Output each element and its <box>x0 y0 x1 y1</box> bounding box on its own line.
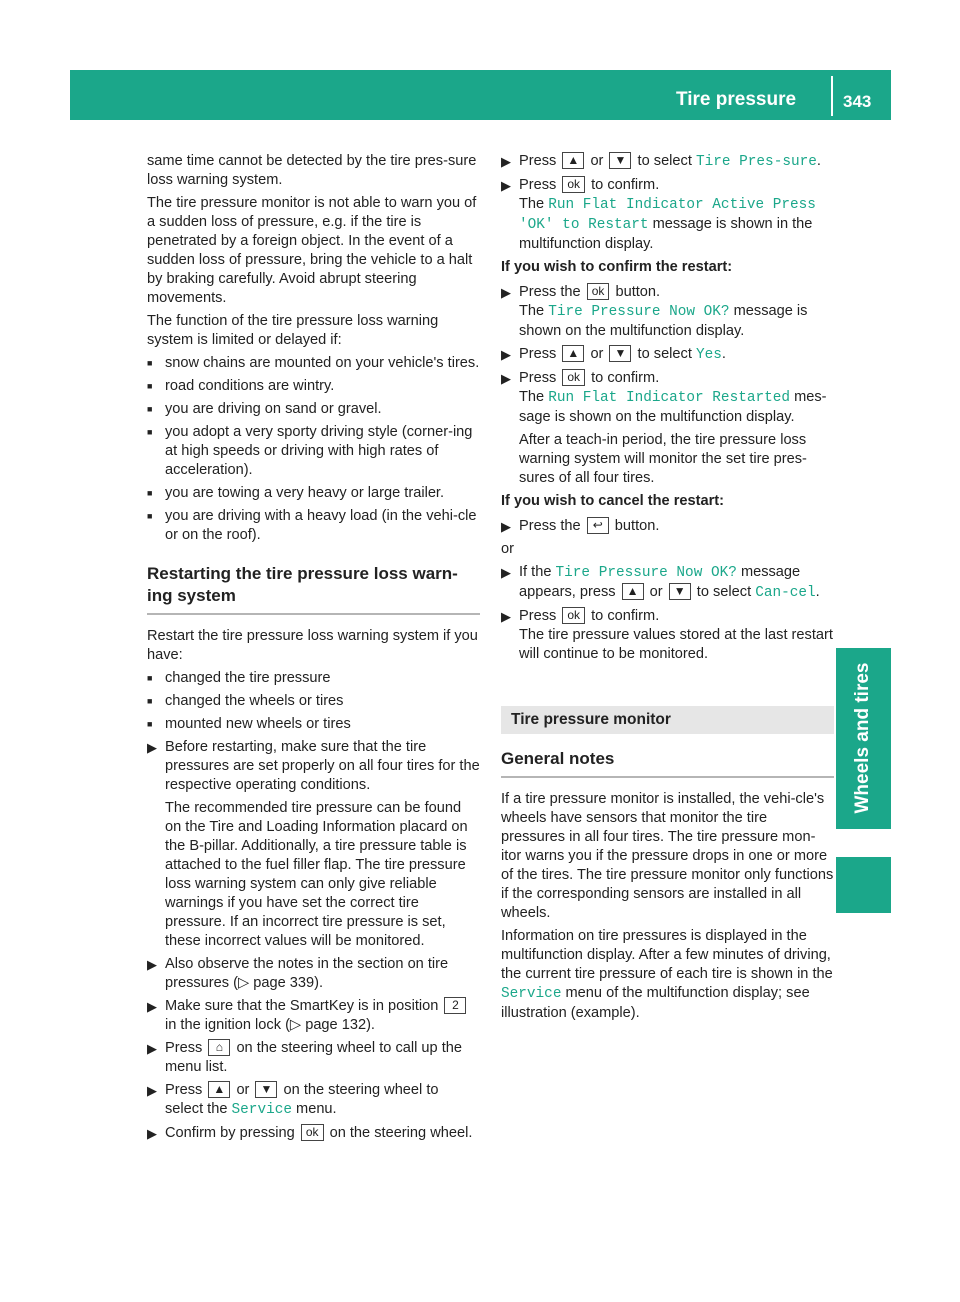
down-key-icon: ▼ <box>669 583 691 600</box>
step: ▶ Before restarting, make sure that the tire pressures are set properly on all four tires for the respective operating conditions. The recommended tire pressure can be found on the Tire and Loading Information placard on the B-pillar. Additionally, a tire pressure table is attached to the fuel filler flap. The tire pressure loss warning system can only give reliable warnings if you have set the correct tire pressure. If an incorrect tire pressure is set, these incorrect values will be monitored. <box>147 739 480 949</box>
step-arrow-icon: ▶ <box>501 178 511 193</box>
paragraph: The function of the tire pressure loss warning system is limited or delayed if: <box>147 313 439 348</box>
step-arrow-icon: ▶ <box>501 154 511 169</box>
list-item: ■ mounted new wheels or tires <box>147 716 351 732</box>
ok-key-icon: ok <box>562 607 585 624</box>
list-item: ■ changed the tire pressure <box>147 670 331 686</box>
menu-name: Yes <box>695 347 722 363</box>
step-arrow-icon: ▶ <box>147 1126 157 1141</box>
bullet-icon: ■ <box>147 511 153 521</box>
step-arrow-icon: ▶ <box>501 347 511 362</box>
bullet-icon: ■ <box>147 358 153 368</box>
subheading: If you wish to confirm the restart: <box>501 259 733 275</box>
step-arrow-icon: ▶ <box>501 519 511 534</box>
bullet-icon: ■ <box>147 404 153 414</box>
section-heading: Restarting the tire pressure loss warn-ing system <box>147 564 458 605</box>
page-title: Tire pressure <box>676 89 797 110</box>
step-arrow-icon: ▶ <box>147 740 157 755</box>
step: ▶ Press ok to confirm. The Run Flat Indicator Active Press 'OK' to Restart message is shown in the multifunction display. <box>501 177 816 252</box>
back-key-icon: ↩ <box>587 517 609 534</box>
step: ▶ Press ▲ or ▼ on the steering wheel to select the Service menu. <box>147 1082 439 1118</box>
step-arrow-icon: ▶ <box>501 285 511 300</box>
section-heading: General notes <box>501 749 615 768</box>
list-item: ■ changed the wheels or tires <box>147 693 344 709</box>
section-rule <box>501 776 834 778</box>
display-message: Tire Pressure Now OK? <box>555 565 737 581</box>
ok-key-icon: ok <box>562 369 585 386</box>
section-rule <box>147 613 480 615</box>
list-item: ■ road conditions are wintry. <box>147 378 335 394</box>
section-band: Tire pressure monitor <box>501 706 834 734</box>
step-arrow-icon: ▶ <box>501 609 511 624</box>
paragraph: or <box>501 541 514 557</box>
up-key-icon: ▲ <box>208 1081 230 1098</box>
menu-name: Service <box>501 986 562 1002</box>
paragraph: Information on tire pressures is displayed in the multifunction display. After a few minutes of driving, the current tire pressure of each tire is shown in the Service menu of the multifunction display; see illustration (example). <box>501 928 833 1021</box>
menu-name: Can-cel <box>755 585 816 601</box>
up-key-icon: ▲ <box>562 152 584 169</box>
step-arrow-icon: ▶ <box>147 1083 157 1098</box>
step: ▶ Make sure that the SmartKey is in position 2 in the ignition lock (▷ page 132). <box>147 997 480 1035</box>
menu-name: Tire Pres-sure <box>695 154 817 170</box>
side-tab-label: Wheels and tires <box>852 662 873 814</box>
page-number: 343 <box>843 92 872 111</box>
bullet-icon: ■ <box>147 673 153 683</box>
down-key-icon: ▼ <box>255 1081 277 1098</box>
left-column <box>147 152 480 1147</box>
bullet-icon: ■ <box>147 381 153 391</box>
step: ▶ Press ▲ or ▼ to select Tire Pres-sure. <box>501 153 821 170</box>
step-arrow-icon: ▶ <box>147 957 157 972</box>
list-item: ■ snow chains are mounted on your vehicle's tires. <box>147 355 480 371</box>
bullet-icon: ■ <box>147 488 153 498</box>
step: ▶ Press ok to confirm. The Run Flat Indicator Restarted mes-sage is shown on the multifunction display. After a teach-in period, the tire pressure loss warning system will monitor the set tire pres-sures of all four tires. <box>501 370 827 486</box>
ok-key-icon: ok <box>587 283 610 300</box>
right-column <box>501 152 834 1027</box>
paragraph: same time cannot be detected by the tire pres-sure loss warning system. <box>147 153 477 188</box>
list-item: ■ you are driving with a heavy load (in the vehi-cle or on the roof). <box>147 508 477 543</box>
step: ▶ Confirm by pressing ok on the steering wheel. <box>147 1125 473 1141</box>
header-divider <box>831 76 833 116</box>
down-key-icon: ▼ <box>609 152 631 169</box>
list-item: ■ you adopt a very sporty driving style (corner-ing at high speeds or driving with high rates of acceleration). <box>147 424 473 478</box>
step: ▶ Also observe the notes in the section on tire pressures (▷ page 339). <box>147 956 449 991</box>
subheading: If you wish to cancel the restart: <box>501 493 725 509</box>
paragraph: Restart the tire pressure loss warning system if you have: <box>147 628 478 663</box>
step-arrow-icon: ▶ <box>501 371 511 386</box>
up-key-icon: ▲ <box>622 583 644 600</box>
step: ▶ Press the ↩ button. <box>501 518 660 534</box>
ok-key-icon: ok <box>301 1124 324 1141</box>
step: ▶ If the Tire Pressure Now OK? message appears, press ▲ or ▼ to select Can-cel. <box>501 564 820 601</box>
ok-key-icon: ok <box>562 176 585 193</box>
down-key-icon: ▼ <box>609 345 631 362</box>
step: ▶ Press the ok button. The Tire Pressure Now OK? message is shown on the multifunction display. <box>501 284 808 339</box>
step-arrow-icon: ▶ <box>147 1041 157 1056</box>
list-item: ■ you are driving on sand or gravel. <box>147 401 382 417</box>
display-message: Run Flat Indicator Active Press 'OK' to Restart <box>519 197 816 233</box>
bullet-icon: ■ <box>147 719 153 729</box>
key-2-icon: 2 <box>444 997 466 1014</box>
step: ▶ Press ▲ or ▼ to select Yes. <box>501 346 726 363</box>
home-key-icon: ⌂ <box>208 1039 230 1056</box>
step: ▶ Press ⌂ on the steering wheel to call up the menu list. <box>147 1040 462 1075</box>
step-arrow-icon: ▶ <box>147 999 157 1014</box>
display-message: Tire Pressure Now OK? <box>548 304 730 320</box>
step-arrow-icon: ▶ <box>501 565 511 580</box>
paragraph: If a tire pressure monitor is installed, the vehi-cle's wheels have sensors that monitor the tire pressures in all four tires. The tire pressure mon-itor warns you if the pressure drops in one or more of the tires. The tire pressure monitor only functions if the corresponding sensors are installed in all wheels. <box>501 791 834 921</box>
step: ▶ Press ok to confirm. The tire pressure values stored at the last restart will continue to be monitored. <box>501 608 833 662</box>
bullet-icon: ■ <box>147 427 153 437</box>
list-item: ■ you are towing a very heavy or large trailer. <box>147 485 445 501</box>
display-message: Run Flat Indicator Restarted <box>548 390 791 406</box>
bullet-icon: ■ <box>147 696 153 706</box>
up-key-icon: ▲ <box>562 345 584 362</box>
side-block <box>836 857 891 913</box>
menu-name: Service <box>231 1102 292 1118</box>
paragraph: The tire pressure monitor is not able to warn you of a sudden loss of pressure, e.g. if the tire is penetrated by a foreign object. In the event of a sudden loss of pressure, bring the vehicle to a halt by braking carefully. Avoid abrupt steering movements. <box>147 195 477 306</box>
